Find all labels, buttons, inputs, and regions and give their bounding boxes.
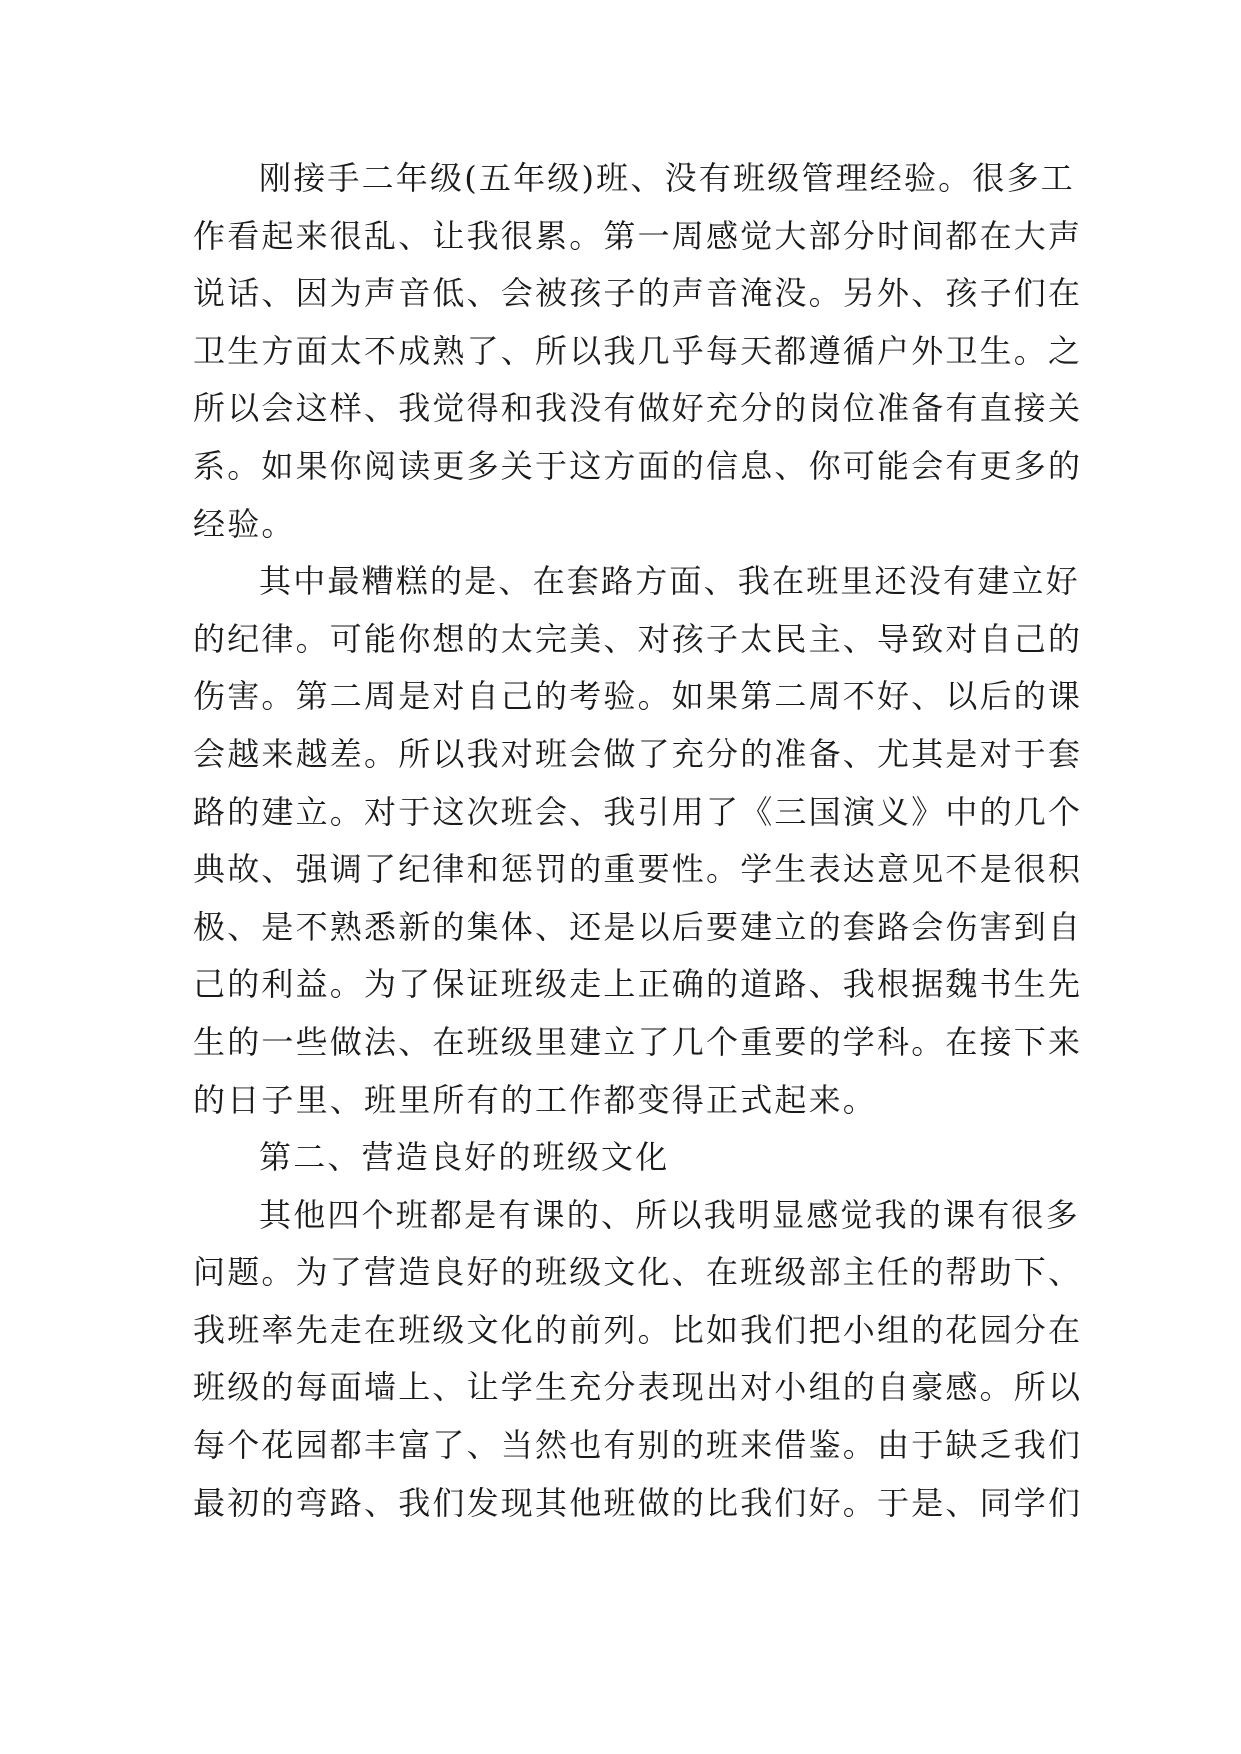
paragraph-3-line-3: 我班率先走在班级文化的前列。比如我们把小组的花园分在 xyxy=(193,1310,1083,1349)
document-body xyxy=(193,150,1083,1532)
paragraph-2-line-4: 会越来越差。所以我对班会做了充分的准备、尤其是对于套 xyxy=(193,734,1083,773)
paragraph-1-line-3: 说话、因为声音低、会被孩子的声音淹没。另外、孩子们在 xyxy=(193,274,1083,313)
paragraph-1-line-7: 经验。 xyxy=(193,504,296,543)
paragraph-1-line-5: 所以会这样、我觉得和我没有做好充分的岗位准备有直接关 xyxy=(193,389,1083,428)
paragraph-2-line-3: 伤害。第二周是对自己的考验。如果第二周不好、以后的课 xyxy=(193,677,1083,716)
paragraph-3-line-5: 每个花园都丰富了、当然也有别的班来借鉴。由于缺乏我们 xyxy=(193,1426,1083,1465)
paragraph-1-line-1: 刚接手二年级(五年级)班、没有班级管理经验。很多工 xyxy=(259,159,1075,197)
paragraph-2-line-5: 路的建立。对于这次班会、我引用了《三国演义》中的几个 xyxy=(193,792,1083,831)
paragraph-3-line-1: 其他四个班都是有课的、所以我明显感觉我的课有很多 xyxy=(259,1195,1080,1234)
paragraph-3-line-6: 最初的弯路、我们发现其他班做的比我们好。于是、同学们 xyxy=(193,1483,1083,1522)
paragraph-1-line-6: 系。如果你阅读更多关于这方面的信息、你可能会有更多的 xyxy=(193,446,1083,485)
paragraph-3-line-4: 班级的每面墙上、让学生充分表现出对小组的自豪感。所以 xyxy=(193,1368,1083,1407)
paragraph-2-line-6: 典故、强调了纪律和惩罚的重要性。学生表达意见不是很积 xyxy=(193,850,1083,889)
paragraph-2-line-8: 己的利益。为了保证班级走上正确的道路、我根据魏书生先 xyxy=(193,965,1083,1004)
section-heading: 第二、营造良好的班级文化 xyxy=(259,1138,670,1177)
paragraph-2-line-9: 生的一些做法、在班级里建立了几个重要的学科。在接下来 xyxy=(193,1022,1083,1061)
paragraph-1-line-4: 卫生方面太不成熟了、所以我几乎每天都遵循户外卫生。之 xyxy=(193,331,1083,370)
paragraph-3-line-2: 问题。为了营造良好的班级文化、在班级部主任的帮助下、 xyxy=(193,1253,1083,1292)
paragraph-2-line-7: 极、是不熟悉新的集体、还是以后要建立的套路会伤害到自 xyxy=(193,907,1083,946)
paragraph-2-line-2: 的纪律。可能你想的太完美、对孩子太民主、导致对自己的 xyxy=(193,619,1083,658)
paragraph-2-line-1: 其中最糟糕的是、在套路方面、我在班里还没有建立好 xyxy=(259,562,1080,601)
paragraph-2-line-10: 的日子里、班里所有的工作都变得正式起来。 xyxy=(193,1080,878,1119)
paragraph-1-line-2: 作看起来很乱、让我很累。第一周感觉大部分时间都在大声 xyxy=(193,216,1083,255)
